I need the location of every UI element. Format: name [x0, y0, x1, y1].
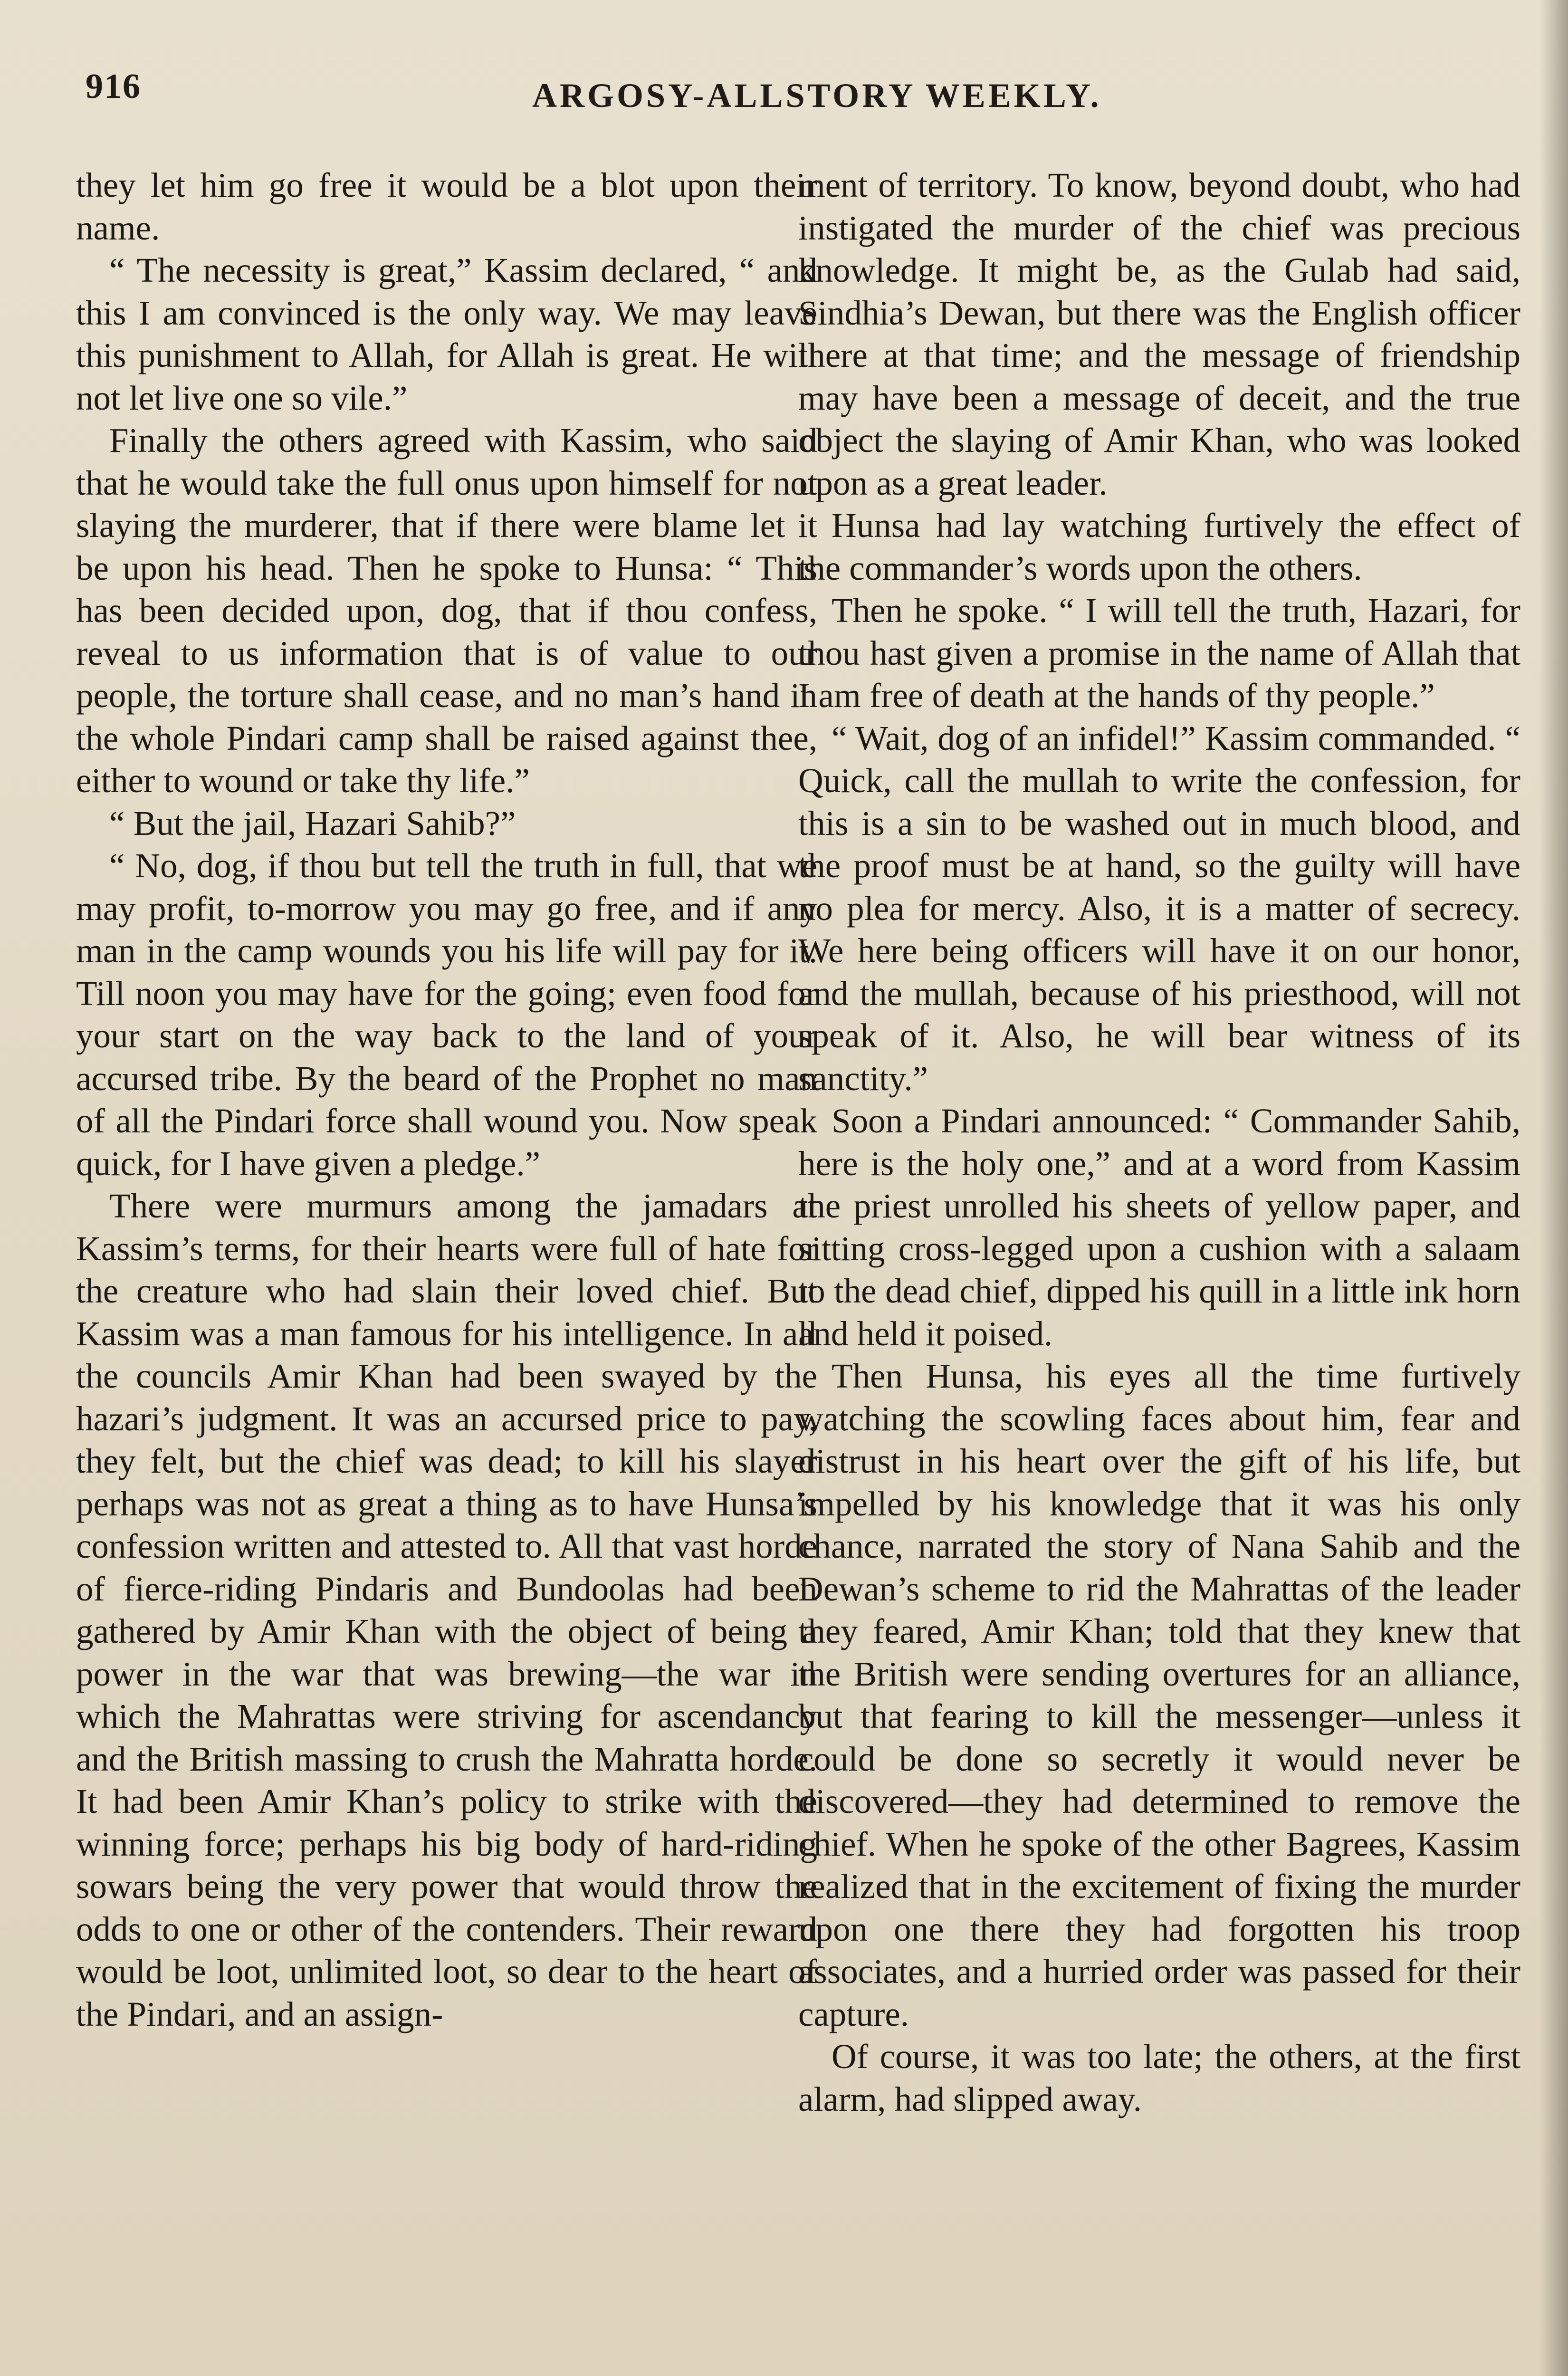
paragraph: “ No, dog, if thou but tell the truth in full, that we may profit, to-morrow you may go free, and if any man in the camp wounds you his life will pay for it. Till noon you may have for the going; even food for your start on the way back to the land of your accursed tribe. By the beard of the Prophet no man of all the Pindari force shall wound you. Now speak quick, for I have given a pledge.”	[76, 846, 817, 1183]
paragraph: Then he spoke. “ I will tell the truth, Hazari, for thou hast given a promise in the name of Allah that I am free of death at the hands of thy people.”	[798, 591, 1520, 715]
paragraph: “ The necessity is great,” Kassim declared, “ and this I am convinced is the only way. We may leave this punishment to Allah, for Allah is great. He will not let live one so vile.”	[76, 251, 817, 417]
paragraph: Then Hunsa, his eyes all the time furtively watching the scowling faces about him, fear and distrust in his heart over the gift of his life, but impelled by his knowledge that it was his only chance, narrated the story of Nana Sahib and the Dewan’s scheme to rid the Mahrattas of the leader they feared, Amir Khan; told that they knew that the British were sending overtures for an alliance, but that fearing to kill the messenger—unless it could be done so secretly it would never be discovered—they had determined to remove the chief. When he spoke of the other Bagrees, Kassim realized that in the excitement of fixing the murder upon one there they had forgotten his troop associates, and a hurried order was passed for their capture.	[798, 1357, 1520, 2033]
paragraph: Hunsa had lay watching furtively the effect of the commander’s words upon the others.	[798, 506, 1520, 587]
running-head	[86, 67, 1520, 124]
paragraph: Soon a Pindari announced: “ Commander Sahib, here is the holy one,” and at a word from Kassim the priest unrolled his sheets of yellow paper, and sitting cross-legged upon a cushion with a salaam to the dead chief, dipped his quill in a little ink horn and held it poised.	[798, 1102, 1520, 1353]
right-column	[798, 164, 1520, 2376]
page-edge-shadow	[1539, 0, 1568, 2376]
magazine-title: ARGOSY-ALLSTORY WEEKLY.	[532, 77, 1102, 115]
left-column	[76, 164, 817, 2376]
paragraph: Of course, it was too late; the others, at the first alarm, had slipped away.	[798, 2037, 1520, 2118]
paragraph: “ Wait, dog of an infidel!” Kassim commanded. “ Quick, call the mullah to write the confession, for this is a sin to be washed out in much blood, and the proof must be at hand, so the guilty will have no plea for mercy. Also, it is a matter of secrecy. We here being officers will have it on our honor, and the mullah, because of his priesthood, will not speak of it. Also, he will bear witness of its sanctity.”	[798, 719, 1520, 1098]
page-number: 916	[86, 67, 141, 106]
paragraph: they let him go free it would be a blot upon their name.	[76, 166, 817, 247]
paragraph: ment of territory. To know, beyond doubt, who had instigated the murder of the chief was precious knowledge. It might be, as the Gulab had said, Sindhia’s Dewan, but there was the English officer there at that time; and the message of friendship may have been a message of deceit, and the true object the slaying of Amir Khan, who was looked upon as a great leader.	[798, 166, 1520, 502]
paragraph: There were murmurs among the jamadars at Kassim’s terms, for their hearts were full of hate for the creature who had slain their loved chief. But Kassim was a man famous for his intelligence. In all the councils Amir Khan had been swayed by the hazari’s judgment. It was an accursed price to pay, they felt, but the chief was dead; to kill his slayer perhaps was not as great a thing as to have Hunsa’s confession written and attested to. All that vast horde of fierce-riding Pindaris and Bundoolas had been gathered by Amir Khan with the object of being a power in the war that was brewing—the war in which the Mahrattas were striving for ascendancy and the British massing to crush the Mahratta horde. It had been Amir Khan’s policy to strike with the winning force; perhaps his big body of hard-riding sowars being the very power that would throw the odds to one or other of the contenders. Their reward would be loot, unlimited loot, so dear to the heart of the Pindari, and an assign-	[76, 1187, 817, 2033]
paragraph: Finally the others agreed with Kassim, who said that he would take the full onus upon himself for not slaying the murderer, that if there were blame let it be upon his head. Then he spoke to Hunsa: “ This has been decided upon, dog, that if thou confess, reveal to us information that is of value to our people, the torture shall cease, and no man’s hand in the whole Pindari camp shall be raised against thee, either to wound or take thy life.”	[76, 421, 817, 800]
paragraph: “ But the jail, Hazari Sahib?”	[109, 804, 516, 843]
